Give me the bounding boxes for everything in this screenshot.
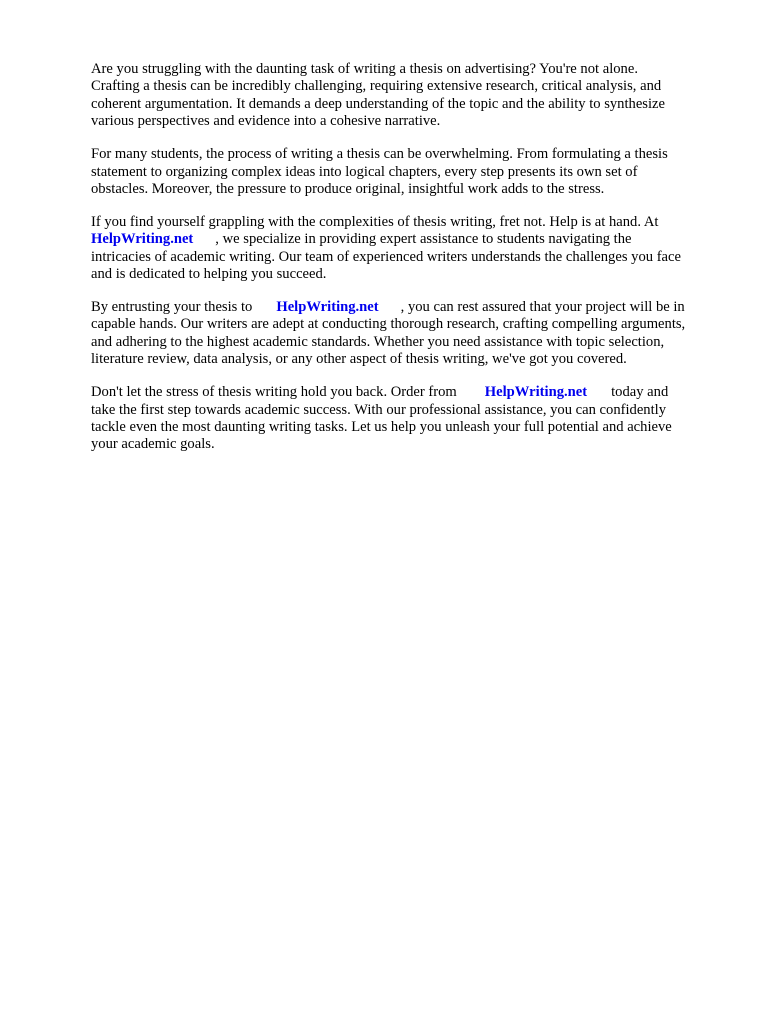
helpwriting-link[interactable]: HelpWriting.net <box>484 384 588 401</box>
text-line: and is dedicated to helping you succeed. <box>91 266 327 283</box>
text-line: take the first step towards academic success. With our professional assistance, you can confidently <box>91 401 667 418</box>
text-line: capable hands. Our writers are adept at conducting thorough research, crafting compelling arguments, <box>91 316 686 333</box>
text-segment: today and <box>611 384 669 401</box>
text-segment: By entrusting your thesis to <box>91 298 253 315</box>
paragraph-challenges <box>91 146 731 198</box>
text-line: obstacles. Moreover, the pressure to produce original, insightful work adds to the stress. <box>91 180 605 197</box>
text-line: various perspectives and evidence into a cohesive narrative. <box>91 113 441 130</box>
text-line: tackle even the most daunting writing tasks. Let us help you unleash your full potential and achieve <box>91 418 672 435</box>
text-line: For many students, the process of writing a thesis can be overwhelming. From formulating a thesis <box>91 146 668 163</box>
text-segment: , you can rest assured that your project will be in <box>400 298 685 315</box>
text-line: If you find yourself grappling with the complexities of thesis writing, fret not. Help is at hand. At <box>91 213 659 230</box>
document-body <box>91 61 731 469</box>
text-line: and adhering to the highest academic standards. Whether you need assistance with topic selection, <box>91 333 665 350</box>
text-line: Crafting a thesis can be incredibly challenging, requiring extensive research, critical analysis, and <box>91 78 662 95</box>
text-line <box>91 231 731 248</box>
text-line: intricacies of academic writing. Our team of experienced writers understands the challenges you face <box>91 248 681 265</box>
text-line: statement to organizing complex ideas into logical chapters, every step presents its own set of <box>91 163 638 180</box>
text-segment: Don't let the stress of thesis writing hold you back. Order from <box>91 384 457 401</box>
text-line <box>91 299 731 316</box>
text-line <box>91 384 731 401</box>
text-line: your academic goals. <box>91 436 215 453</box>
text-line: Are you struggling with the daunting task of writing a thesis on advertising? You're not alone. <box>91 61 638 77</box>
helpwriting-link[interactable]: HelpWriting.net <box>276 298 379 315</box>
paragraph-entrust <box>91 299 731 369</box>
paragraph-help <box>91 214 731 284</box>
text-segment: , we specialize in providing expert assistance to students navigating the <box>215 231 632 248</box>
text-line: literature review, data analysis, or any other aspect of thesis writing, we've got you covered. <box>91 351 627 368</box>
paragraph-intro <box>91 61 731 131</box>
text-line: coherent argumentation. It demands a deep understanding of the topic and the ability to synthesize <box>91 95 665 112</box>
paragraph-order <box>91 384 731 454</box>
helpwriting-link[interactable]: HelpWriting.net <box>91 231 194 248</box>
